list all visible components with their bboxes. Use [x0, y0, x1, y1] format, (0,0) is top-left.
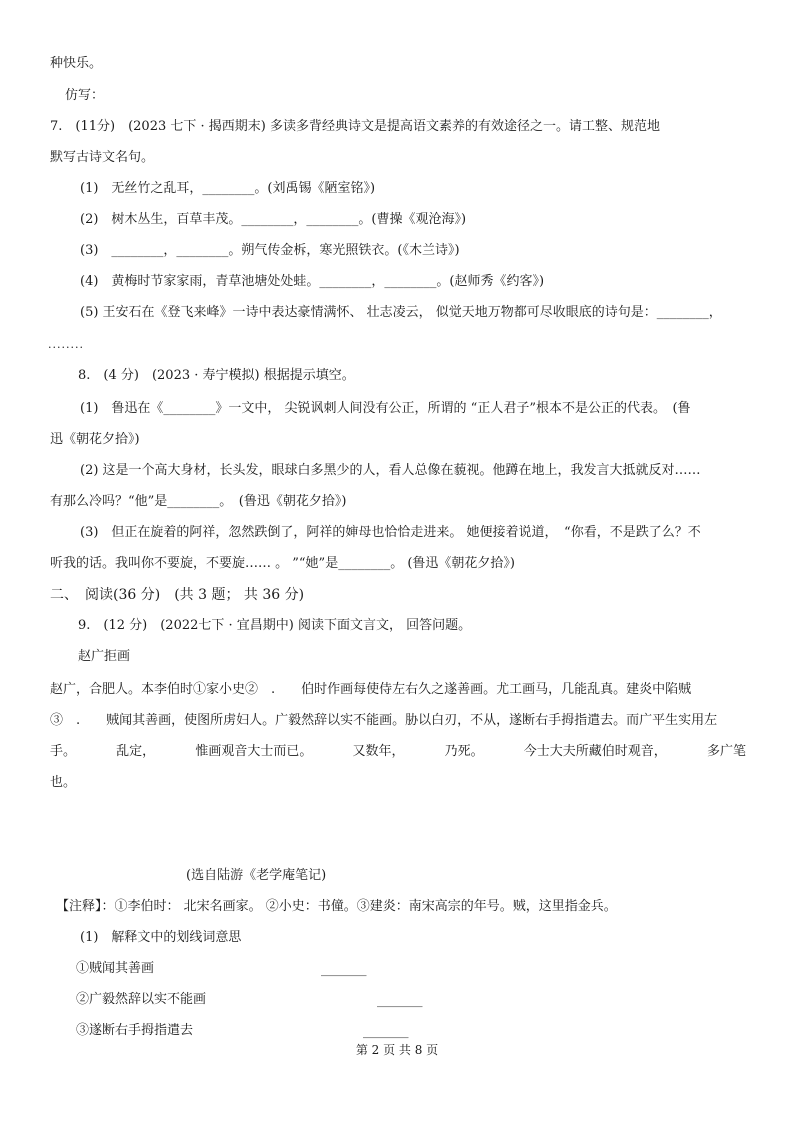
- passage-source: (选自陆游《老学庵笔记): [186, 868, 327, 883]
- q7-item-2: (2) 树木丛生，百草丰茂。________，________。(曹操《观沧海》): [80, 212, 467, 227]
- passage-line: 也。: [50, 775, 77, 790]
- q7-item-4: (4) 黄梅时节家家雨，青草池塘处处蛙。________，________。(赵师秀《约客》): [80, 274, 545, 289]
- passage-segment: 今士大夫所藏伯时观音，: [523, 744, 667, 759]
- passage-segment: 手。: [50, 744, 77, 759]
- sub-item: ②广毅然辞以实不能画: [76, 992, 207, 1007]
- sub-question-1: (1) 解释文中的划线词意思: [80, 930, 242, 945]
- q7-item-3: (3) ________，________。朔气传金柝，寒光照铁衣。(《木兰诗》): [80, 243, 460, 258]
- text-line: 有那么冷吗？“他”是________。 (鲁迅《朝花夕拾》): [50, 494, 347, 509]
- sub-item: ①贼闻其善画: [76, 961, 155, 976]
- passage-segment: 惟画观音大士而已。: [195, 744, 313, 759]
- passage-line-justified: [50, 743, 746, 761]
- question-7-header: 7. (11分) (2023 七下 · 揭西期末) 多读多背经典诗文是提高语文素养的有效途径之一。请工整、规范地: [50, 119, 660, 134]
- text-line: 仿写：: [65, 88, 105, 103]
- q7-item-1: (1) 无丝竹之乱耳，________。(刘禹锡《陋室铭》): [80, 181, 376, 196]
- passage-segment: 乱定，: [116, 744, 156, 759]
- notes: 【注释】：①李伯时： 北宋名画家。 ②小史：书僮。③建炎：南宋高宗的年号。贼，这里指金兵。: [56, 899, 617, 914]
- answer-blank[interactable]: _______: [377, 993, 423, 1008]
- text-line: ........: [48, 338, 84, 351]
- text-line: 默写古诗文名句。: [50, 150, 155, 165]
- passage-line: 赵广，合肥人。本李伯时①家小史② . 伯时作画每使侍左右久之遂善画。尤工画马，几能乱真。建炎中陷贼: [50, 682, 692, 697]
- passage-segment: 乃死。: [444, 744, 484, 759]
- q8-item-3: (3) 但正在旋着的阿祥，忽然跌倒了，阿祥的婶母也恰恰走进来。 她便接着说道， “你看，不是跌了么？不: [80, 525, 701, 540]
- text-line: 迅《朝花夕拾》): [50, 432, 140, 447]
- q8-item-1: (1) 鲁迅在《________》一文中， 尖锐讽刺人间没有公正，所谓的 “正人君子”根本不是公正的代表。 (鲁: [80, 401, 691, 416]
- passage-segment: 又数年，: [352, 744, 405, 759]
- text-line: 种快乐。: [50, 56, 103, 71]
- question-9-header: 9. (12 分) (2022七下 · 宜昌期中) 阅读下面文言文， 回答问题。: [78, 618, 472, 633]
- answer-blank[interactable]: _______: [321, 962, 367, 977]
- sub-item: ③遂断右手拇指遣去: [76, 1023, 194, 1038]
- section-2-title: 二、 阅读(36 分) (共 3 题； 共 36 分): [50, 587, 305, 603]
- q8-item-2: (2) 这是一个高大身材，长头发，眼球白多黑少的人，看人总像在藐视。他蹲在地上，我发言大抵就反对……: [80, 463, 701, 478]
- question-8-header: 8. (4 分) (2023 · 寿宁模拟) 根据提示填空。: [78, 368, 355, 383]
- passage-title: 赵广拒画: [78, 649, 131, 664]
- q7-item-5: (5) 王安石在《登飞来峰》一诗中表达豪情满怀、 壮志凌云， 似觉天地万物都可尽收眼底的诗句是：________，: [80, 305, 722, 320]
- text-line: 听我的话。我叫你不要旋，不要旋…… 。 ”“她”是________。 (鲁迅《朝花夕拾》): [50, 556, 515, 571]
- answer-blank[interactable]: _______: [363, 1024, 409, 1039]
- passage-line: ③ . 贼闻其善画，使图所虏妇人。广毅然辞以实不能画。胁以白刃，不从，遂断右手拇指遣去。而广平生实用左: [50, 713, 718, 728]
- page-footer: 第 2 页 共 8 页: [355, 1043, 439, 1057]
- passage-segment: 多广笔: [706, 744, 746, 759]
